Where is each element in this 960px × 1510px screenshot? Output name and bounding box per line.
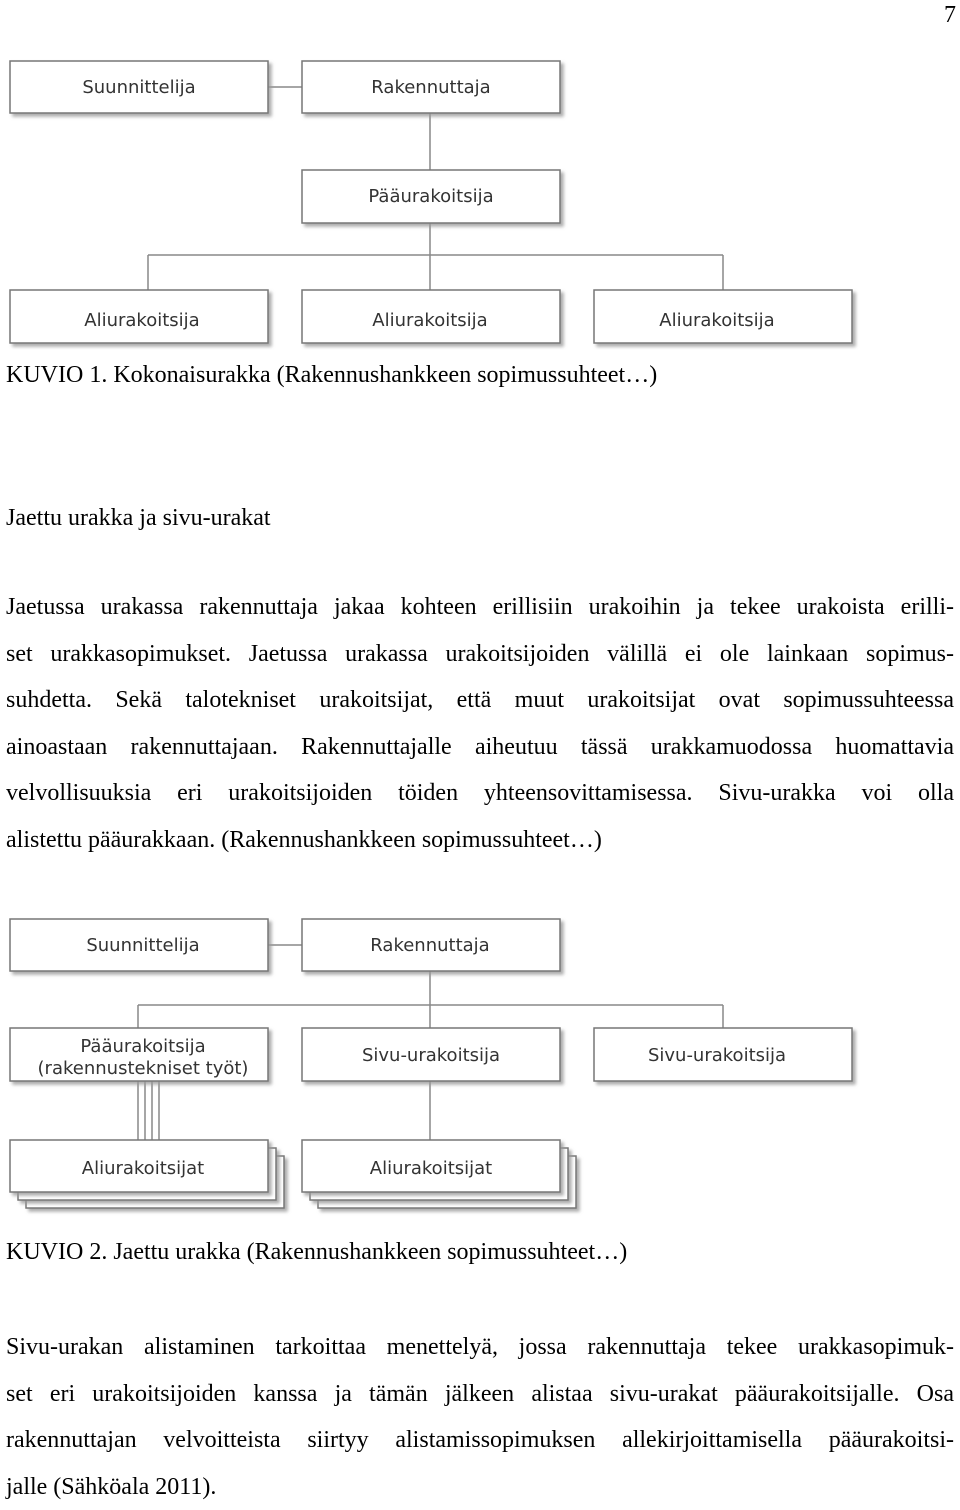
paragraph-1-line: suhdetta. Sekä talotekniset urakoitsijat, että muut urakoitsijat ovat sopimussuhteessa [6, 677, 954, 724]
box-designer [10, 61, 268, 113]
box-subcontractor-3-label: Aliurakoitsija [659, 310, 774, 331]
figure1-caption: KUVIO 1. Kokonaisurakka (Rakennushankkeen sopimussuhteet…) [6, 362, 657, 389]
box-designer [10, 919, 268, 971]
paragraph-2 [6, 1324, 954, 1510]
box-subcontractor-1-label: Aliurakoitsija [84, 310, 199, 331]
paragraph-1-line: Jaetussa urakassa rakennuttaja jakaa kohteen erillisiin urakoihin ja tekee urakoista erilli- [6, 584, 954, 631]
box-designer-label: Suunnittelija [82, 77, 195, 98]
figure2-diagram [0, 908, 870, 1228]
paragraph-1-line: ainoastaan rakennuttajaan. Rakennuttajalle aiheutuu tässä urakkamuodossa huomattavia [6, 724, 954, 771]
box-designer-label: Suunnittelija [86, 935, 199, 956]
figure2-caption: KUVIO 2. Jaettu urakka (Rakennushankkeen sopimussuhteet…) [6, 1239, 627, 1266]
box-main-contractor [302, 170, 560, 223]
paragraph-1-line: velvollisuuksia eri urakoitsijoiden töiden yhteensovittamisessa. Sivu-urakka voi olla [6, 770, 954, 817]
box-builder [302, 61, 560, 113]
paragraph-1-line: alistettu pääurakkaan. (Rakennushankkeen sopimussuhteet…) [6, 817, 954, 864]
box-builder [302, 919, 560, 971]
box-subcontractors-1-label: Aliurakoitsijat [82, 1158, 204, 1179]
box-builder-label: Rakennuttaja [370, 935, 489, 956]
paragraph-2-line: Sivu-urakan alistaminen tarkoittaa menettelyä, jossa rakennuttaja tekee urakkasopimuk- [6, 1324, 954, 1371]
box-subcontractors-2-label: Aliurakoitsijat [370, 1158, 492, 1179]
paragraph-1-line: set urakkasopimukset. Jaetussa urakassa urakoitsijoiden välillä ei ole lainkaan sopimus- [6, 631, 954, 678]
box-main-contractor-label-2: (rakennustekniset työt) [38, 1058, 249, 1079]
box-subcontractors-2 [302, 1140, 576, 1208]
box-subcontractor-2 [302, 290, 560, 343]
box-side-contractor-1-label: Sivu-urakoitsija [362, 1045, 500, 1066]
paragraph-2-line: set eri urakoitsijoiden kanssa ja tämän jälkeen alistaa sivu-urakat pääurakoitsijalle. Osa [6, 1371, 954, 1418]
box-subcontractors-1 [10, 1140, 284, 1208]
figure1-diagram [0, 50, 870, 350]
box-subcontractor-3 [594, 290, 852, 343]
box-subcontractor-1 [10, 290, 268, 343]
paragraph-2-line: jalle (Sähköala 2011). [6, 1464, 954, 1510]
paragraph-2-line: rakennuttajan velvoitteista siirtyy alistamissopimuksen allekirjoittamisella pääurakoitsi- [6, 1417, 954, 1464]
page-number: 7 [944, 2, 956, 29]
section-heading: Jaettu urakka ja sivu-urakat [6, 505, 271, 532]
box-side-contractor-1 [302, 1028, 560, 1081]
box-main-contractor-label-1: Pääurakoitsija [80, 1036, 205, 1057]
box-builder-label: Rakennuttaja [371, 77, 490, 98]
box-main-contractor [10, 1028, 268, 1081]
paragraph-1 [6, 584, 954, 863]
box-main-contractor-label: Pääurakoitsija [368, 186, 493, 207]
box-side-contractor-2-label: Sivu-urakoitsija [648, 1045, 786, 1066]
box-subcontractor-2-label: Aliurakoitsija [372, 310, 487, 331]
box-side-contractor-2 [594, 1028, 852, 1081]
